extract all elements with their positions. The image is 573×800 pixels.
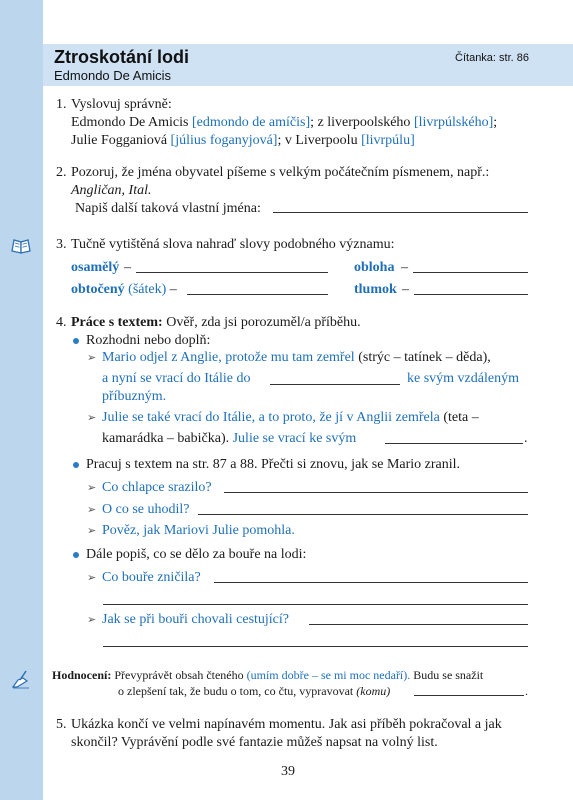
- q4-answer-line-4[interactable]: [198, 514, 528, 515]
- q4-task1: Co chlapce srazilo?: [102, 480, 212, 495]
- q5-number: 5.: [56, 717, 67, 732]
- q4-sentence2-b: Julie se vrací ke svým: [232, 431, 357, 446]
- evaluation-label: Hodnocení:: [52, 668, 112, 682]
- q5-line2: skončil? Vyprávění podle své fantazie můžeš napsat na volný list.: [71, 735, 438, 750]
- q3-item-3: [71, 281, 177, 299]
- q2-number: 2.: [56, 165, 67, 180]
- q4-sentence1-a: Mario odjel z Anglie, protože mu tam zemřel: [102, 350, 355, 365]
- q4-instruction: Ověř, zda jsi porozuměl/a příběhu.: [162, 315, 361, 330]
- q3-word-obtoceny: obtočený: [71, 282, 125, 297]
- q4-task2: O co se uhodil?: [102, 502, 190, 517]
- book-icon: [10, 234, 32, 256]
- q4-sentence2-end: .: [524, 431, 528, 446]
- q4-sentence2-options1: (teta –: [443, 410, 479, 425]
- q4-sentence1-d: příbuzným.: [102, 389, 167, 404]
- q2-task: Napiš další taková vlastní jména:: [75, 201, 261, 216]
- arrow-icon: ➢: [87, 524, 97, 537]
- q4-sentence1-options: (strýc – tatínek – děda),: [358, 350, 491, 365]
- reader-reference: Čítanka: str. 86: [455, 52, 529, 64]
- q4-answer-line-1[interactable]: [270, 384, 400, 385]
- q4-answer-line-8[interactable]: [103, 646, 528, 647]
- q4-label: Práce s textem:: [71, 315, 163, 330]
- evaluation-text2: Budu se snažit: [413, 668, 484, 682]
- q4-number: 4.: [56, 315, 67, 330]
- q3-word-tlumok: tlumok: [354, 282, 397, 297]
- q2-text: Pozoruj, že jména obyvatel píšeme s velkým počátečním písmenem, např.:: [71, 165, 490, 180]
- q4-sentence2-options2: kamarádka – babička).: [102, 431, 230, 446]
- q1-pron2: [livrpúlského]: [413, 115, 494, 130]
- q1-name1: Edmondo De Amicis: [71, 115, 189, 130]
- q4-answer-line-6[interactable]: [103, 604, 528, 605]
- chapter-author: Edmondo De Amicis: [54, 68, 172, 83]
- arrow-icon: ➢: [87, 351, 97, 364]
- chapter-title: Ztroskotání lodi: [54, 47, 189, 67]
- q3-dash-1: –: [124, 260, 131, 275]
- arrow-icon: ➢: [87, 411, 97, 424]
- q3-answer-line-2[interactable]: [413, 272, 528, 273]
- q4-sentence1-c: ke svým vzdáleným: [407, 371, 519, 386]
- q4-answer-line-5[interactable]: [214, 582, 528, 583]
- q5-line1: Ukázka končí ve velmi napínavém momentu. Jak asi příběh pokračoval a jak: [71, 717, 502, 732]
- evaluation-end: .: [525, 684, 528, 698]
- q4-answer-line-7[interactable]: [309, 624, 528, 625]
- q1-number: 1.: [56, 97, 67, 112]
- q1-pron3: [július foganyjová]: [170, 133, 278, 148]
- q4-bullet3: Dále popiš, co se dělo za bouře na lodi:: [86, 547, 307, 562]
- q4-task3: Pověz, jak Mariovi Julie pomohla.: [102, 523, 295, 538]
- evaluation-line2: [118, 683, 390, 699]
- q1-pron1: [edmondo de amíčis]: [191, 115, 311, 130]
- q3-number: 3.: [56, 237, 67, 252]
- bullet-icon: [73, 338, 79, 344]
- chapter-header: [43, 44, 573, 86]
- q2-answer-line[interactable]: [273, 212, 528, 213]
- q3-answer-line-1[interactable]: [136, 272, 328, 273]
- evaluation-options: (umím dobře – se mi moc nedaří).: [246, 668, 411, 682]
- page-number: 39: [281, 764, 295, 779]
- q4-bullet2: Pracuj s textem na str. 87 a 88. Přečti si znovu, jak se Mario zranil.: [86, 457, 461, 472]
- q1-line3: [71, 132, 415, 150]
- evaluation-whom: (komu): [356, 684, 391, 698]
- q1-sep2: ; v Liverpoolu: [277, 133, 358, 148]
- q3-instruction: Tučně vytištěná slova nahraď slovy podobného významu:: [71, 237, 395, 252]
- q3-answer-line-3[interactable]: [187, 294, 328, 295]
- q4-task5: Jak se při bouři chovali cestující?: [102, 612, 289, 627]
- q4-sentence2-a: Julie se také vrací do Itálie, a to proto, že jí v Anglii zemřela: [102, 410, 440, 425]
- arrow-icon: ➢: [87, 613, 97, 626]
- writing-hand-icon: [10, 668, 32, 690]
- q3-word-note: (šátek): [128, 282, 167, 297]
- evaluation-text3: o zlepšení tak, že budu o tom, co čtu, vypravovat: [118, 684, 354, 698]
- arrow-icon: ➢: [87, 571, 97, 584]
- q1-pron4: [livrpúlu]: [361, 133, 415, 148]
- q1-sep1: ; z liverpoolského: [310, 115, 411, 130]
- arrow-icon: ➢: [87, 481, 97, 494]
- q1-instruction: Vyslovuj správně:: [71, 97, 172, 112]
- q4-sentence1-b: a nyní se vrací do Itálie do: [102, 371, 251, 386]
- q3-word-obloha: obloha: [354, 260, 395, 275]
- q1-semicolon: ;: [493, 115, 498, 130]
- q4-sentence2-line2: [102, 430, 356, 448]
- q3-dash-4: –: [402, 282, 409, 297]
- evaluation-text1: Převyprávět obsah čteného: [114, 668, 244, 682]
- q4-task4: Co bouře zničila?: [102, 570, 201, 585]
- q4-bullet1: Rozhodni nebo doplň:: [86, 333, 211, 348]
- evaluation-line1: [52, 667, 483, 683]
- q2-example: Angličan, Ital.: [71, 183, 152, 198]
- bullet-icon: [73, 462, 79, 468]
- q3-dash-3: –: [169, 282, 177, 297]
- arrow-icon: ➢: [87, 503, 97, 516]
- q1-line2: [71, 114, 497, 132]
- q3-answer-line-4[interactable]: [414, 294, 528, 295]
- q4-sentence1: [102, 349, 491, 367]
- q4-heading: [71, 314, 361, 332]
- q4-answer-line-3[interactable]: [224, 492, 528, 493]
- q1-name2: Julie Fogganiová: [71, 133, 168, 148]
- bullet-icon: [73, 552, 79, 558]
- q4-sentence2: [102, 409, 479, 427]
- top-margin: [43, 0, 573, 44]
- evaluation-answer-line[interactable]: [414, 695, 524, 696]
- q4-answer-line-2[interactable]: [385, 443, 523, 444]
- q3-word-osamely: osamělý: [71, 260, 120, 275]
- q3-dash-2: –: [401, 260, 408, 275]
